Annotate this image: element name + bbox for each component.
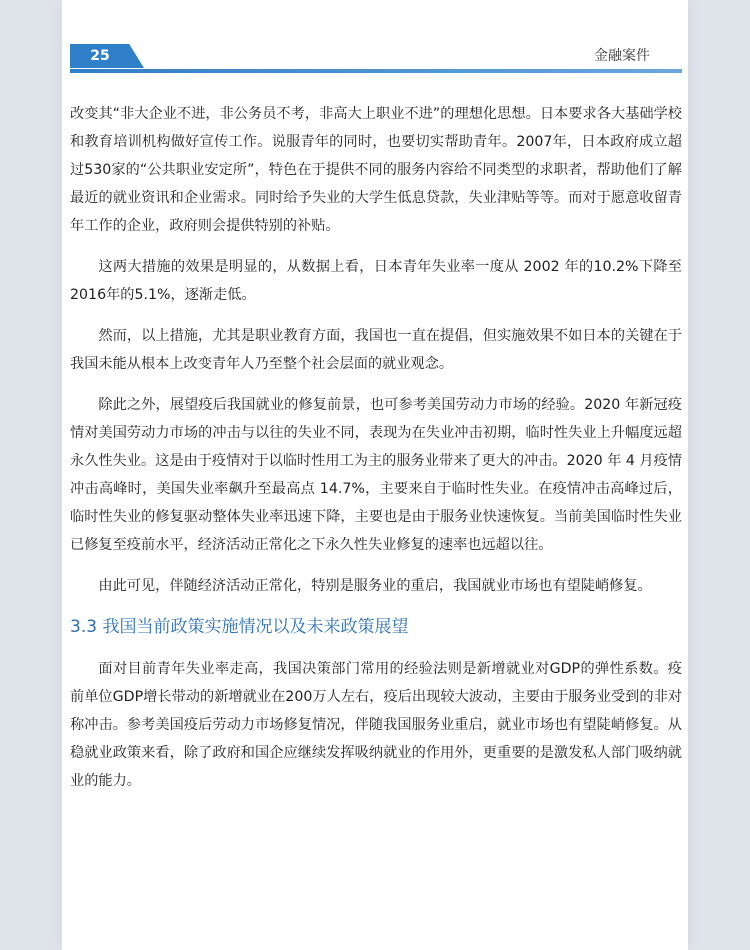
page-number: 25: [90, 48, 110, 64]
paragraph: 面对目前青年失业率走高，我国决策部门常用的经验法则是新增就业对GDP的弹性系数。疫前单位GDP增长带动的新增就业在200万人左右，疫后出现较大波动，主要由于服务业受到的非对称冲击。参考美国疫后劳动力市场修复情况，伴随我国服务业重启，就业市场也有望陡峭修复。从稳就业政策来看，除了政府和国企应继续发挥吸纳就业的作用外，更重要的是激发私人部门吸纳就业的能力。: [70, 661, 682, 789]
paragraph: 然而，以上措施，尤其是职业教育方面，我国也一直在提倡，但实施效果不如日本的关键在于我国未能从根本上改变青年人乃至整个社会层面的就业观念。: [70, 328, 682, 372]
section-heading: 3.3 我国当前政策实施情况以及未来政策展望: [70, 617, 409, 637]
page-header: [70, 44, 682, 76]
paragraph: 由此可见，伴随经济活动正常化，特别是服务业的重启，我国就业市场也有望陡峭修复。: [98, 578, 652, 594]
section-label: 金融案件: [594, 48, 650, 64]
page-content: [70, 100, 682, 808]
paragraph: 这两大措施的效果是明显的，从数据上看，日本青年失业率一度从 2002 年的10.2%下降至2016年的5.1%，逐渐走低。: [70, 259, 682, 303]
paragraph: 除此之外，展望疫后我国就业的修复前景，也可参考美国劳动力市场的经验。2020 年新冠疫情对美国劳动力市场的冲击与以往的失业不同，表现为在失业冲击初期，临时性失业上升幅度远超永久性失业。这是由于疫情对于以临时性用工为主的服务业带来了更大的冲击。2020 年 4 月疫情冲击高峰时，美国失业率飙升至最高点 14.7%，主要来自于临时性失业。在疫情冲击高峰过后，临时性失业的修复驱动整体失业率迅速下降，主要也是由于服务业快速恢复。当前美国临时性失业已修复至疫前水平，经济活动正常化之下永久性失业修复的速率也远超以往。: [70, 397, 682, 553]
header-divider: [70, 69, 682, 73]
paragraph-continued: 改变其“非大企业不进，非公务员不考，非高大上职业不进”的理想化思想。日本要求各大基础学校和教育培训机构做好宣传工作。说服青年的同时，也要切实帮助青年。2007年，日本政府成立超过530家的“公共职业安定所”，特色在于提供不同的服务内容给不同类型的求职者，帮助他们了解最近的就业资讯和企业需求。同时给予失业的大学生低息贷款，失业津贴等等。而对于愿意收留青年工作的企业，政府则会提供特别的补贴。: [70, 106, 682, 234]
